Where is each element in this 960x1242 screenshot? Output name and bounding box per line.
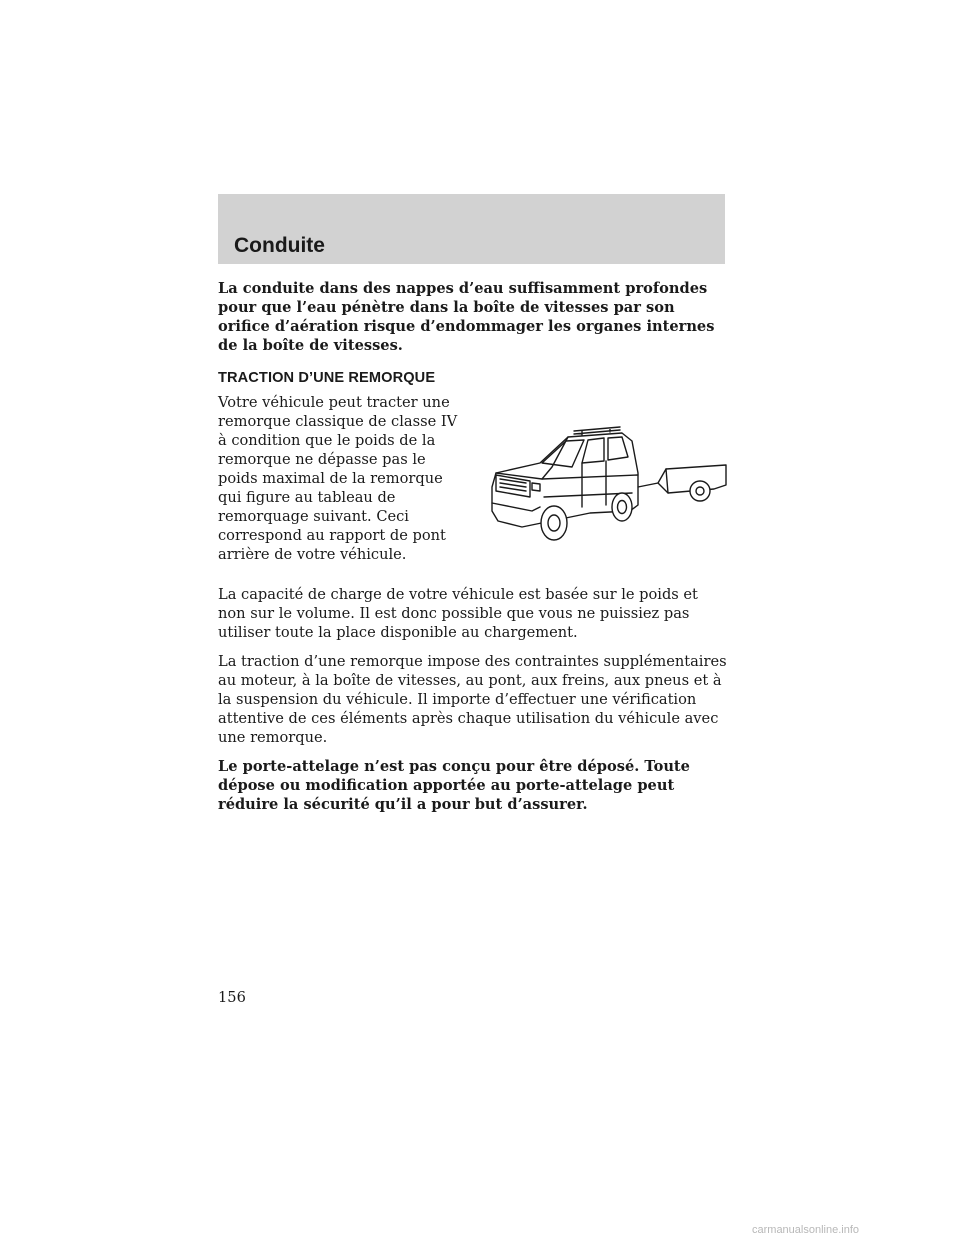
section-title: Conduite	[234, 234, 325, 257]
intro-with-illustration	[218, 393, 728, 567]
page-content	[218, 279, 728, 824]
site-watermark: carmanualsonline.info	[752, 1224, 860, 1236]
constraints-paragraph: La traction d’une remorque impose des contraintes supplémentaires au moteur, à la boîte de vitesses, au pont, aux freins, aux pneus et à la suspension du véhicule. Il importe d’effectuer une vérification attentive de ces éléments après chaque utilisation du véhicule avec une remorque.	[218, 653, 727, 746]
hitch-warning-paragraph: Le porte-attelage n’est pas conçu pour être déposé. Toute dépose ou modification apportée au porte-attelage peut réduire la sécurité qu’il a pour but d’assurer.	[218, 758, 690, 813]
intro-paragraph: Votre véhicule peut tracter une remorque classique de classe IV à condition que le poids de la remorque ne dépasse pas le poids maximal de la remorque qui figure au tableau de remorquage suivant. Ceci correspond au rapport de pont arrière de votre véhicule.	[218, 394, 458, 563]
page-number: 156	[218, 989, 246, 1006]
section-heading: TRACTION D’UNE REMORQUE	[218, 370, 436, 386]
section-header-band	[218, 194, 725, 264]
water-warning-paragraph: La conduite dans des nappes d’eau suffisamment profondes pour que l’eau pénètre dans la boîte de vitesses par son orifice d’aération risque d’endommager les organes internes de la boîte de vitesses.	[218, 280, 715, 354]
capacity-paragraph: La capacité de charge de votre véhicule est basée sur le poids et non sur le volume. Il est donc possible que vous ne puissiez pas utiliser toute la place disponible au chargement.	[218, 586, 698, 641]
suv-towing-trailer-icon	[482, 423, 732, 563]
